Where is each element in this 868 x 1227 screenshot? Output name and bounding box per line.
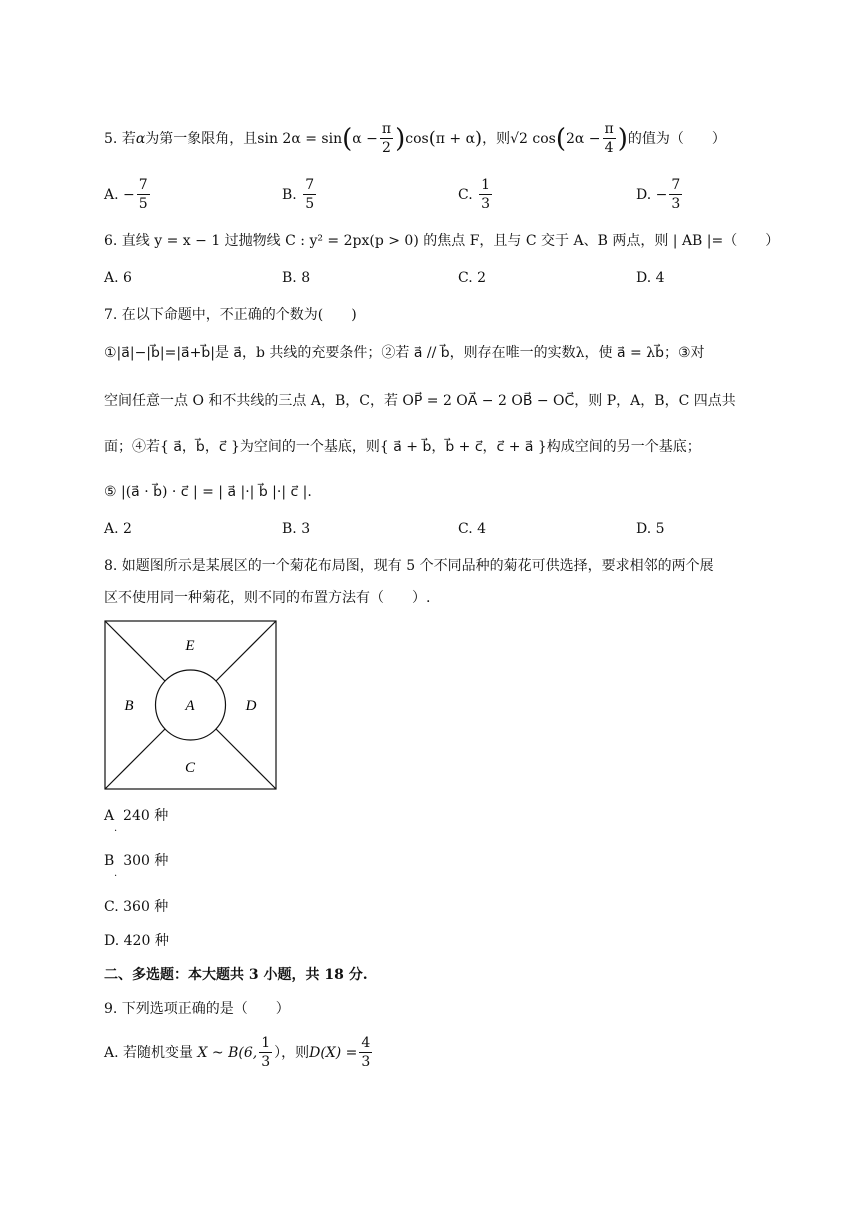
q5-option-b-num: 7 bbox=[305, 177, 315, 193]
q5-option-a-frac bbox=[137, 178, 150, 211]
q5-expr-pi-plus-a: π + α bbox=[435, 130, 476, 147]
q5-option-d-sign: − bbox=[655, 186, 668, 203]
q8-option-b[interactable] bbox=[104, 850, 169, 879]
q5-text-end: 的值为（ ） bbox=[627, 130, 726, 147]
q6-option-c[interactable]: C. 2 bbox=[458, 270, 487, 286]
q5-option-d-label: D. bbox=[636, 186, 652, 203]
q5-option-c-den: 3 bbox=[481, 196, 491, 212]
figure-label-e: E bbox=[185, 638, 195, 654]
q8-option-a-dot: . bbox=[114, 823, 118, 834]
q7-option-a[interactable]: A. 2 bbox=[104, 521, 132, 537]
q5-option-a-num: 7 bbox=[138, 177, 148, 193]
q5-option-c-num: 1 bbox=[481, 177, 491, 193]
q5-options bbox=[104, 178, 804, 218]
q5-option-b-den: 5 bbox=[305, 196, 315, 212]
q7-option-c[interactable]: C. 4 bbox=[458, 521, 487, 537]
q5-paren-close: ) bbox=[395, 123, 406, 154]
q5-frac-pi: π bbox=[381, 121, 392, 137]
q5-option-a-den: 5 bbox=[138, 196, 148, 212]
q5-expr-alpha-minus: α − bbox=[352, 130, 378, 147]
q8-option-b-value: 300 种 bbox=[123, 853, 169, 869]
q5-option-d[interactable] bbox=[636, 178, 684, 211]
q6-option-b[interactable]: B. 8 bbox=[282, 270, 311, 286]
figure-diag-tl bbox=[105, 621, 166, 682]
q5-expr-sin2a: sin 2α = sin bbox=[257, 130, 343, 147]
figure-diag-br bbox=[215, 728, 276, 789]
question-8-line-2: 区不使用同一种菊花，则不同的布置方法有（ ）. bbox=[104, 590, 431, 606]
question-6: 6. 直线 y = x − 1 过抛物线 C : y² = 2px(p > 0) 的焦点 F，且与 C 交于 A、B 两点，则 | AB |=（ ） bbox=[104, 233, 780, 249]
q5-paren2-open: ( bbox=[428, 127, 436, 149]
q5-frac-pi-2 bbox=[380, 122, 393, 155]
q5-expr-cos: cos bbox=[405, 130, 429, 147]
q5-paren3-open: ( bbox=[555, 123, 566, 154]
q8-option-b-dot: . bbox=[114, 868, 118, 879]
q8-option-a-label: A bbox=[104, 808, 115, 824]
q5-option-c[interactable] bbox=[458, 178, 494, 211]
question-8-line-1: 8. 如题图所示是某展区的一个菊花布局图，现有 5 个不同品种的菊花可供选择，要求相邻的两个展 bbox=[104, 558, 714, 574]
q5-text-b: 为第一象限角，且 bbox=[145, 130, 258, 147]
q8-option-d-value: 420 种 bbox=[123, 933, 169, 949]
figure-label-b: B bbox=[124, 698, 134, 714]
q5-option-d-den: 3 bbox=[671, 196, 681, 212]
q5-paren2-close: ) bbox=[475, 127, 483, 149]
q5-text-a: 若 bbox=[121, 130, 136, 147]
question-7-line-2: 空间任意一点 O 和不共线的三点 A，B，C，若 OP⃗ = 2 OA⃗ − 2 OB⃗ − OC⃗，则 P，A，B，C 四点共 bbox=[104, 393, 736, 409]
q6-option-a[interactable]: A. 6 bbox=[104, 270, 132, 286]
figure-label-d: D bbox=[245, 698, 257, 714]
q9-option-a-den: 3 bbox=[261, 1054, 271, 1070]
q5-expr-2a-minus: 2α − bbox=[565, 130, 601, 147]
q7-option-d[interactable]: D. 5 bbox=[636, 521, 665, 537]
q5-paren3-close: ) bbox=[617, 123, 628, 154]
q7-options bbox=[104, 521, 804, 543]
q9-option-a-result bbox=[359, 1036, 372, 1069]
q6-options bbox=[104, 270, 804, 292]
q5-option-c-label: C. bbox=[458, 186, 473, 203]
q9-option-a-text: A. 若随机变量 bbox=[104, 1044, 194, 1061]
q5-frac-pi-4 bbox=[603, 122, 616, 155]
q9-option-a-text2: ），则 bbox=[274, 1044, 310, 1061]
q8-option-b-label: B bbox=[104, 853, 115, 869]
q9-option-a-frac bbox=[259, 1036, 272, 1069]
q5-option-b-frac bbox=[303, 178, 316, 211]
q9-option-a-result-den: 3 bbox=[361, 1054, 371, 1070]
q5-sqrt2cos: √2 cos bbox=[510, 130, 556, 147]
q5-text-then: ，则 bbox=[482, 130, 511, 147]
q8-option-c-label: C. bbox=[104, 899, 119, 915]
question-7-line-1: ①|a⃗|−|b⃗|=|a⃗+b⃗|是 a⃗，b 共线的充要条件；②若 a⃗ // b⃗，则存在唯一的实数λ，使 a⃗ = λb⃗；③对 bbox=[104, 345, 705, 361]
q5-option-b[interactable] bbox=[282, 178, 318, 211]
flower-layout-figure bbox=[104, 620, 278, 792]
figure-diag-tr bbox=[215, 621, 276, 682]
q5-option-d-frac bbox=[669, 178, 682, 211]
q9-option-a-expr2: D(X) = bbox=[309, 1044, 358, 1061]
q5-frac-pi-b: π bbox=[604, 121, 614, 137]
question-5 bbox=[104, 122, 788, 155]
q8-option-c[interactable] bbox=[104, 896, 168, 916]
q9-option-a[interactable] bbox=[104, 1036, 788, 1069]
q8-option-d[interactable] bbox=[104, 930, 169, 950]
q9-option-a-expr1: X ~ B(6, bbox=[197, 1044, 258, 1061]
q5-option-a-sign: − bbox=[123, 186, 135, 203]
q5-option-c-frac bbox=[479, 178, 492, 211]
q8-option-a[interactable] bbox=[104, 805, 169, 834]
q8-option-a-value: 240 种 bbox=[123, 808, 169, 824]
question-7-line-4: ⑤ |(a⃗ · b⃗) · c⃗ | = | a⃗ |·| b⃗ |·| c⃗ |. bbox=[104, 484, 312, 500]
q7-option-b[interactable]: B. 3 bbox=[282, 521, 311, 537]
section-2-title: 二、多选题：本大题共 3 小题，共 18 分. bbox=[104, 967, 368, 983]
question-9-title: 9. 下列选项正确的是（ ） bbox=[104, 1001, 290, 1017]
q6-option-d[interactable]: D. 4 bbox=[636, 270, 665, 286]
q5-number: 5. bbox=[104, 130, 118, 147]
q8-option-d-label: D. bbox=[104, 933, 120, 949]
figure-diag-bl bbox=[105, 728, 166, 789]
q5-alpha: α bbox=[135, 130, 146, 147]
q5-frac-2: 2 bbox=[382, 140, 391, 156]
q5-option-d-num: 7 bbox=[671, 177, 681, 193]
question-7-line-3: 面；④若{ a⃗，b⃗，c⃗ }为空间的一个基底，则{ a⃗ + b⃗，b⃗ + c⃗，c⃗ + a⃗ }构成空间的另一个基底； bbox=[104, 439, 701, 455]
q9-option-a-num: 1 bbox=[261, 1035, 271, 1051]
q5-paren-open: ( bbox=[342, 123, 353, 154]
q8-option-c-value: 360 种 bbox=[123, 899, 169, 915]
question-7-title: 7. 在以下命题中，不正确的个数为( ) bbox=[104, 307, 357, 323]
q5-option-a[interactable] bbox=[104, 178, 152, 211]
figure-label-c: C bbox=[184, 760, 196, 776]
figure-label-a: A bbox=[185, 698, 195, 714]
q5-option-b-label: B. bbox=[282, 186, 297, 203]
q5-frac-4: 4 bbox=[604, 140, 614, 156]
q9-option-a-result-num: 4 bbox=[361, 1035, 371, 1051]
q5-option-a-label: A. bbox=[104, 186, 119, 203]
